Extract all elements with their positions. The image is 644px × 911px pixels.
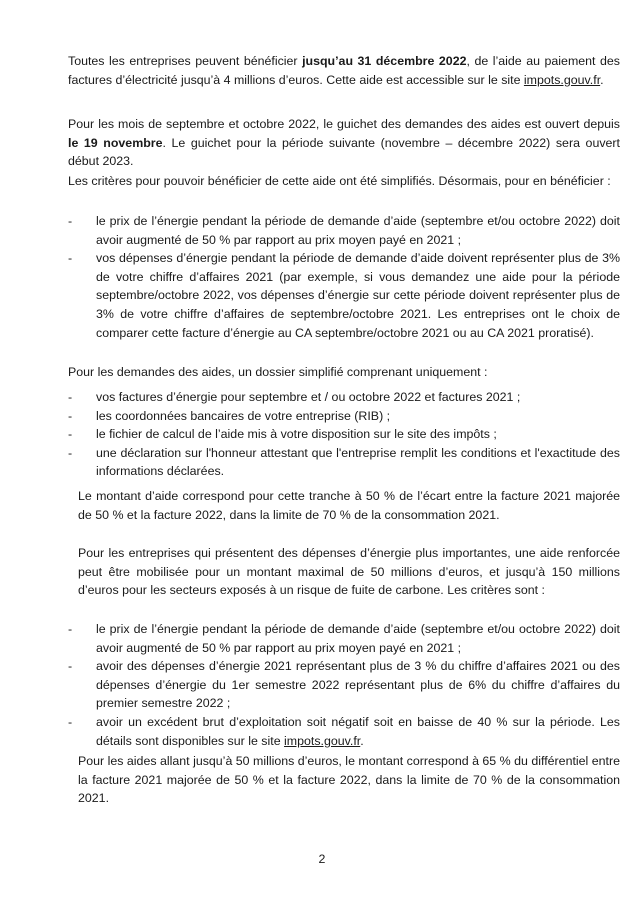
- paragraph-montant-50m: Pour les aides allant jusqu’à 50 millions d’euros, le montant correspond à 65 % du différentiel entre la facture 2021 majorée de 50 % et la facture 2022, dans la limite de 70 % de la consommation 2021.: [78, 754, 620, 806]
- paragraph-guichet: Pour les mois de septembre et octobre 2022, le guichet des demandes des aides est ouvert depuis le 19 novembre. Le guichet pour la période suivante (novembre – décembre 2022) sera ouvert début 2023.: [68, 117, 620, 169]
- deadline-bold: jusqu’au 31 décembre 2022: [302, 54, 467, 68]
- impots-link[interactable]: impots.gouv.fr: [284, 733, 361, 748]
- impots-link[interactable]: impots.gouv.fr: [523, 72, 601, 87]
- page-number: 2: [318, 852, 326, 866]
- opening-date-bold: le 19 novembre: [68, 135, 163, 150]
- list-item: - le fichier de calcul de l’aide mis à votre disposition sur le site des impôts ;: [68, 427, 497, 442]
- paragraph-montant-tranche: Le montant d’aide correspond pour cette tranche à 50 % de l’écart entre la facture 2021 majorée de 50 % et la facture 2022, dans la limite de 70 % de la consommation 2021.: [78, 489, 620, 522]
- paragraph-criteria-intro: Les critères pour pouvoir bénéficier de cette aide ont été simplifiés. Désormais, pour en bénéficier :: [68, 174, 611, 188]
- list-item: - vos dépenses d’énergie pendant la période de demande d’aide doivent représenter plus de 3% de votre chiffre d’affaires 2021 (par exemple, si vous demandez une aide pour la période septembre/octobre 2022, vos dépenses d’énergie sur cette période doivent représenter plus de 3% de votre chiffre d’affaires de septembre/octobre 2021. Les entreprises ont le choix de comparer cette facture d’énergie au CA septembre/octobre 2021 ou au CA 2021 proratisé).: [68, 251, 620, 340]
- list-item: - avoir des dépenses d’énergie 2021 représentant plus de 3 % du chiffre d’affaires 2021 ou des dépenses d’énergie du 1er semestre 2022 représentant plus de 6% du chiffre d’affaires du premier semestre 2022 ;: [68, 659, 620, 711]
- paragraph-aide-renforcee: Pour les entreprises qui présentent des dépenses d’énergie plus importantes, une aide renforcée peut être mobilisée pour un montant maximal de 50 millions d’euros, et jusqu’à 150 millions d’euros pour les secteurs exposés à un risque de fuite de carbone. Les critères sont :: [78, 546, 620, 598]
- list-item: - vos factures d’énergie pour septembre et / ou octobre 2022 et factures 2021 ;: [68, 390, 521, 404]
- list-item: - le prix de l’énergie pendant la période de demande d’aide (septembre et/ou octobre 2022) doit avoir augmenté de 50 % par rapport au prix moyen payé en 2021 ;: [68, 214, 620, 247]
- renforcee-criteria-list: [68, 620, 620, 750]
- paragraph-eligibility: Toutes les entreprises peuvent bénéficier jusqu’au 31 décembre 2022, de l’aide au paiement des factures d’électricité jusqu’à 4 millions d’euros. Cette aide est accessible sur le site impots.gouv.fr.: [68, 54, 620, 87]
- dossier-list: [68, 388, 620, 481]
- paragraph-dossier-intro: Pour les demandes des aides, un dossier simplifié comprenant uniquement :: [68, 365, 488, 379]
- list-item: - avoir un excédent brut d’exploitation soit négatif soit en baisse de 40 % sur la période. Les détails sont disponibles sur le site impots.gouv.fr.: [68, 714, 620, 748]
- criteria-list: [68, 212, 620, 342]
- list-item: - les coordonnées bancaires de votre entreprise (RIB) ;: [68, 408, 391, 423]
- list-item: - le prix de l’énergie pendant la période de demande d’aide (septembre et/ou octobre 2022) doit avoir augmenté de 50 % par rapport au prix moyen payé en 2021 ;: [68, 622, 620, 655]
- list-item: - une déclaration sur l'honneur attestant que l'entreprise remplit les conditions et l'exactitude des informations déclarées.: [68, 445, 620, 479]
